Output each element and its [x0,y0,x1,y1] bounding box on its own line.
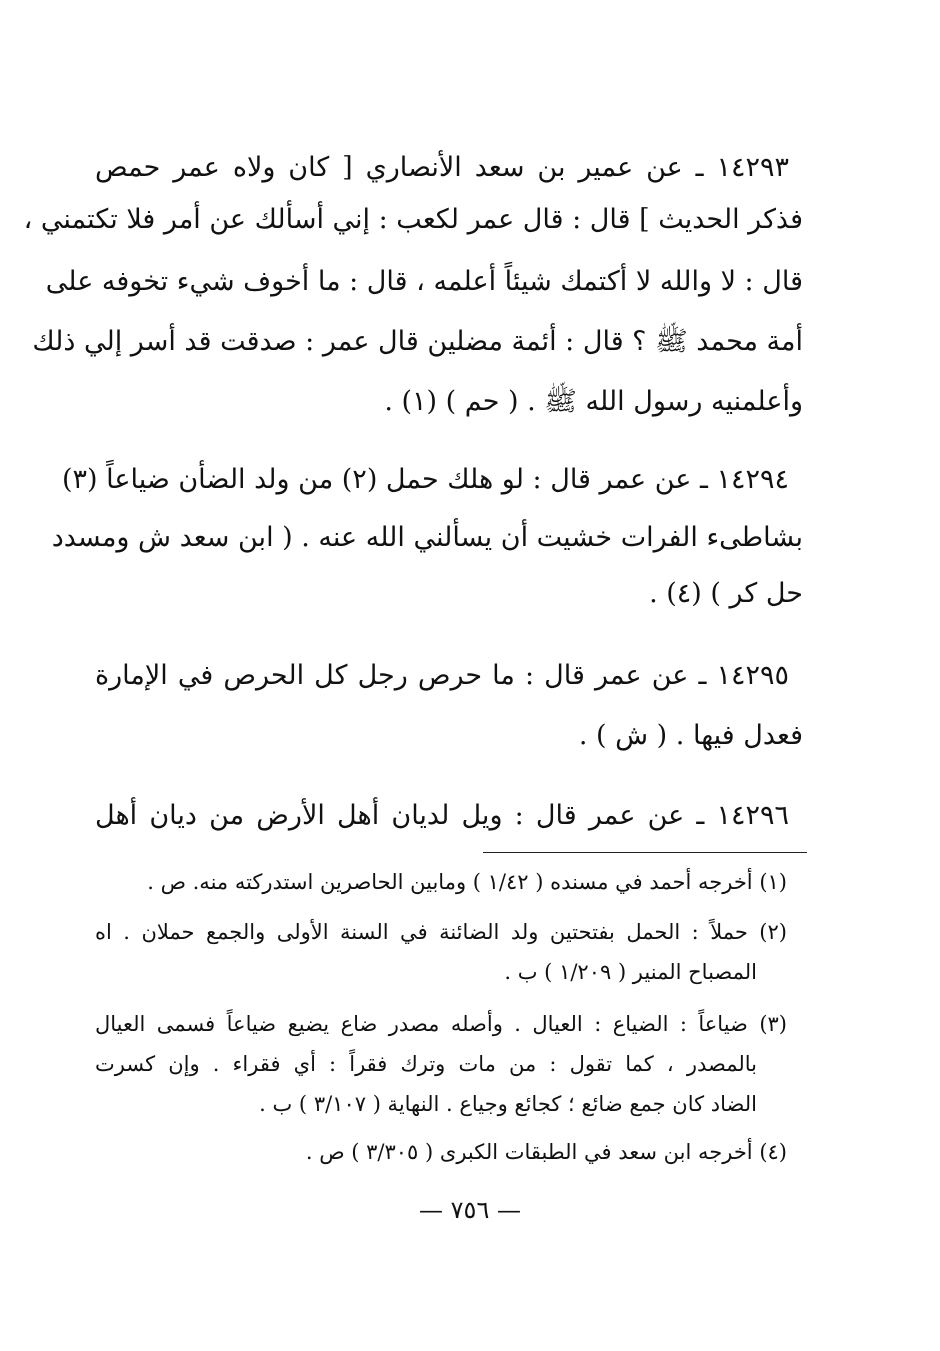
entry-14294-line-2: بشاطىء الفرات خشيت أن يسألني الله عنه . ( ابن سعد ش ومسدد [51,522,803,553]
footnote-separator [483,852,807,853]
entry-14293-line-3: قال : لا والله لا أكتمك شيئاً أعلمه ، قال : ما أخوف شيء تخوفه على [45,266,803,297]
entry-14294-line-1: ١٤٢٩٤ ـ عن عمر قال : لو هلك حمل (٢) من ولد الضأن ضياعاً (٣) [61,464,789,495]
footnote-1-line-1: (١) أخرجه أحمد في مسنده ( ١/٤٢ ) ومابين الحاصرين استدركته منه. ص . [147,870,787,894]
footnote-2-line-2: المصباح المنير ( ١/٢٠٩ ) ب . [504,960,757,984]
entry-14293-line-5: وأعلمنيه رسول الله ﷺ . ( حم ) (١) . [384,386,803,417]
footnote-3-line-1: (٣) ضياعاً : الضياع : العيال . وأصله مصدر ضاع يضيع ضياعاً فسمى العيال [95,1012,787,1036]
entry-14295-line-1: ١٤٢٩٥ ـ عن عمر قال : ما حرص رجل كل الحرص في الإمارة [95,660,789,691]
entry-14293-line-2: فذكر الحديث ] قال : قال عمر لكعب : إني أسألك عن أمر فلا تكتمني ، [23,204,803,235]
page-number: — ٧٥٦ — [419,1196,521,1224]
entry-14293-line-4: أمة محمد ﷺ ؟ قال : أئمة مضلين قال عمر : صدقت قد أسر إلي ذلك [32,326,803,357]
entry-14294-line-3: حل كر ) (٤) . [649,578,803,609]
footnote-4-line-1: (٤) أخرجه ابن سعد في الطبقات الكبرى ( ٣/٣٠٥ ) ص . [305,1140,787,1164]
entry-14296-line-1: ١٤٢٩٦ ـ عن عمر قال : ويل لديان أهل الأرض من ديان أهل [95,800,789,831]
footnote-3-line-2: بالمصدر ، كما تقول : من مات وترك فقراً : أي فقراء . وإن كسرت [95,1052,757,1076]
entry-14293-line-1: ١٤٢٩٣ ـ عن عمير بن سعد الأنصاري [ كان ولاه عمر حمص [95,152,789,183]
footnote-3-line-3: الضاد كان جمع ضائع ؛ كجائع وجياع . النهاية ( ٣/١٠٧ ) ب . [259,1092,757,1116]
footnote-2-line-1: (٢) حملاً : الحمل بفتحتين ولد الضائنة في السنة الأولى والجمع حملان . اه [95,920,787,944]
entry-14295-line-2: فعدل فيها . ( ش ) . [578,720,803,751]
